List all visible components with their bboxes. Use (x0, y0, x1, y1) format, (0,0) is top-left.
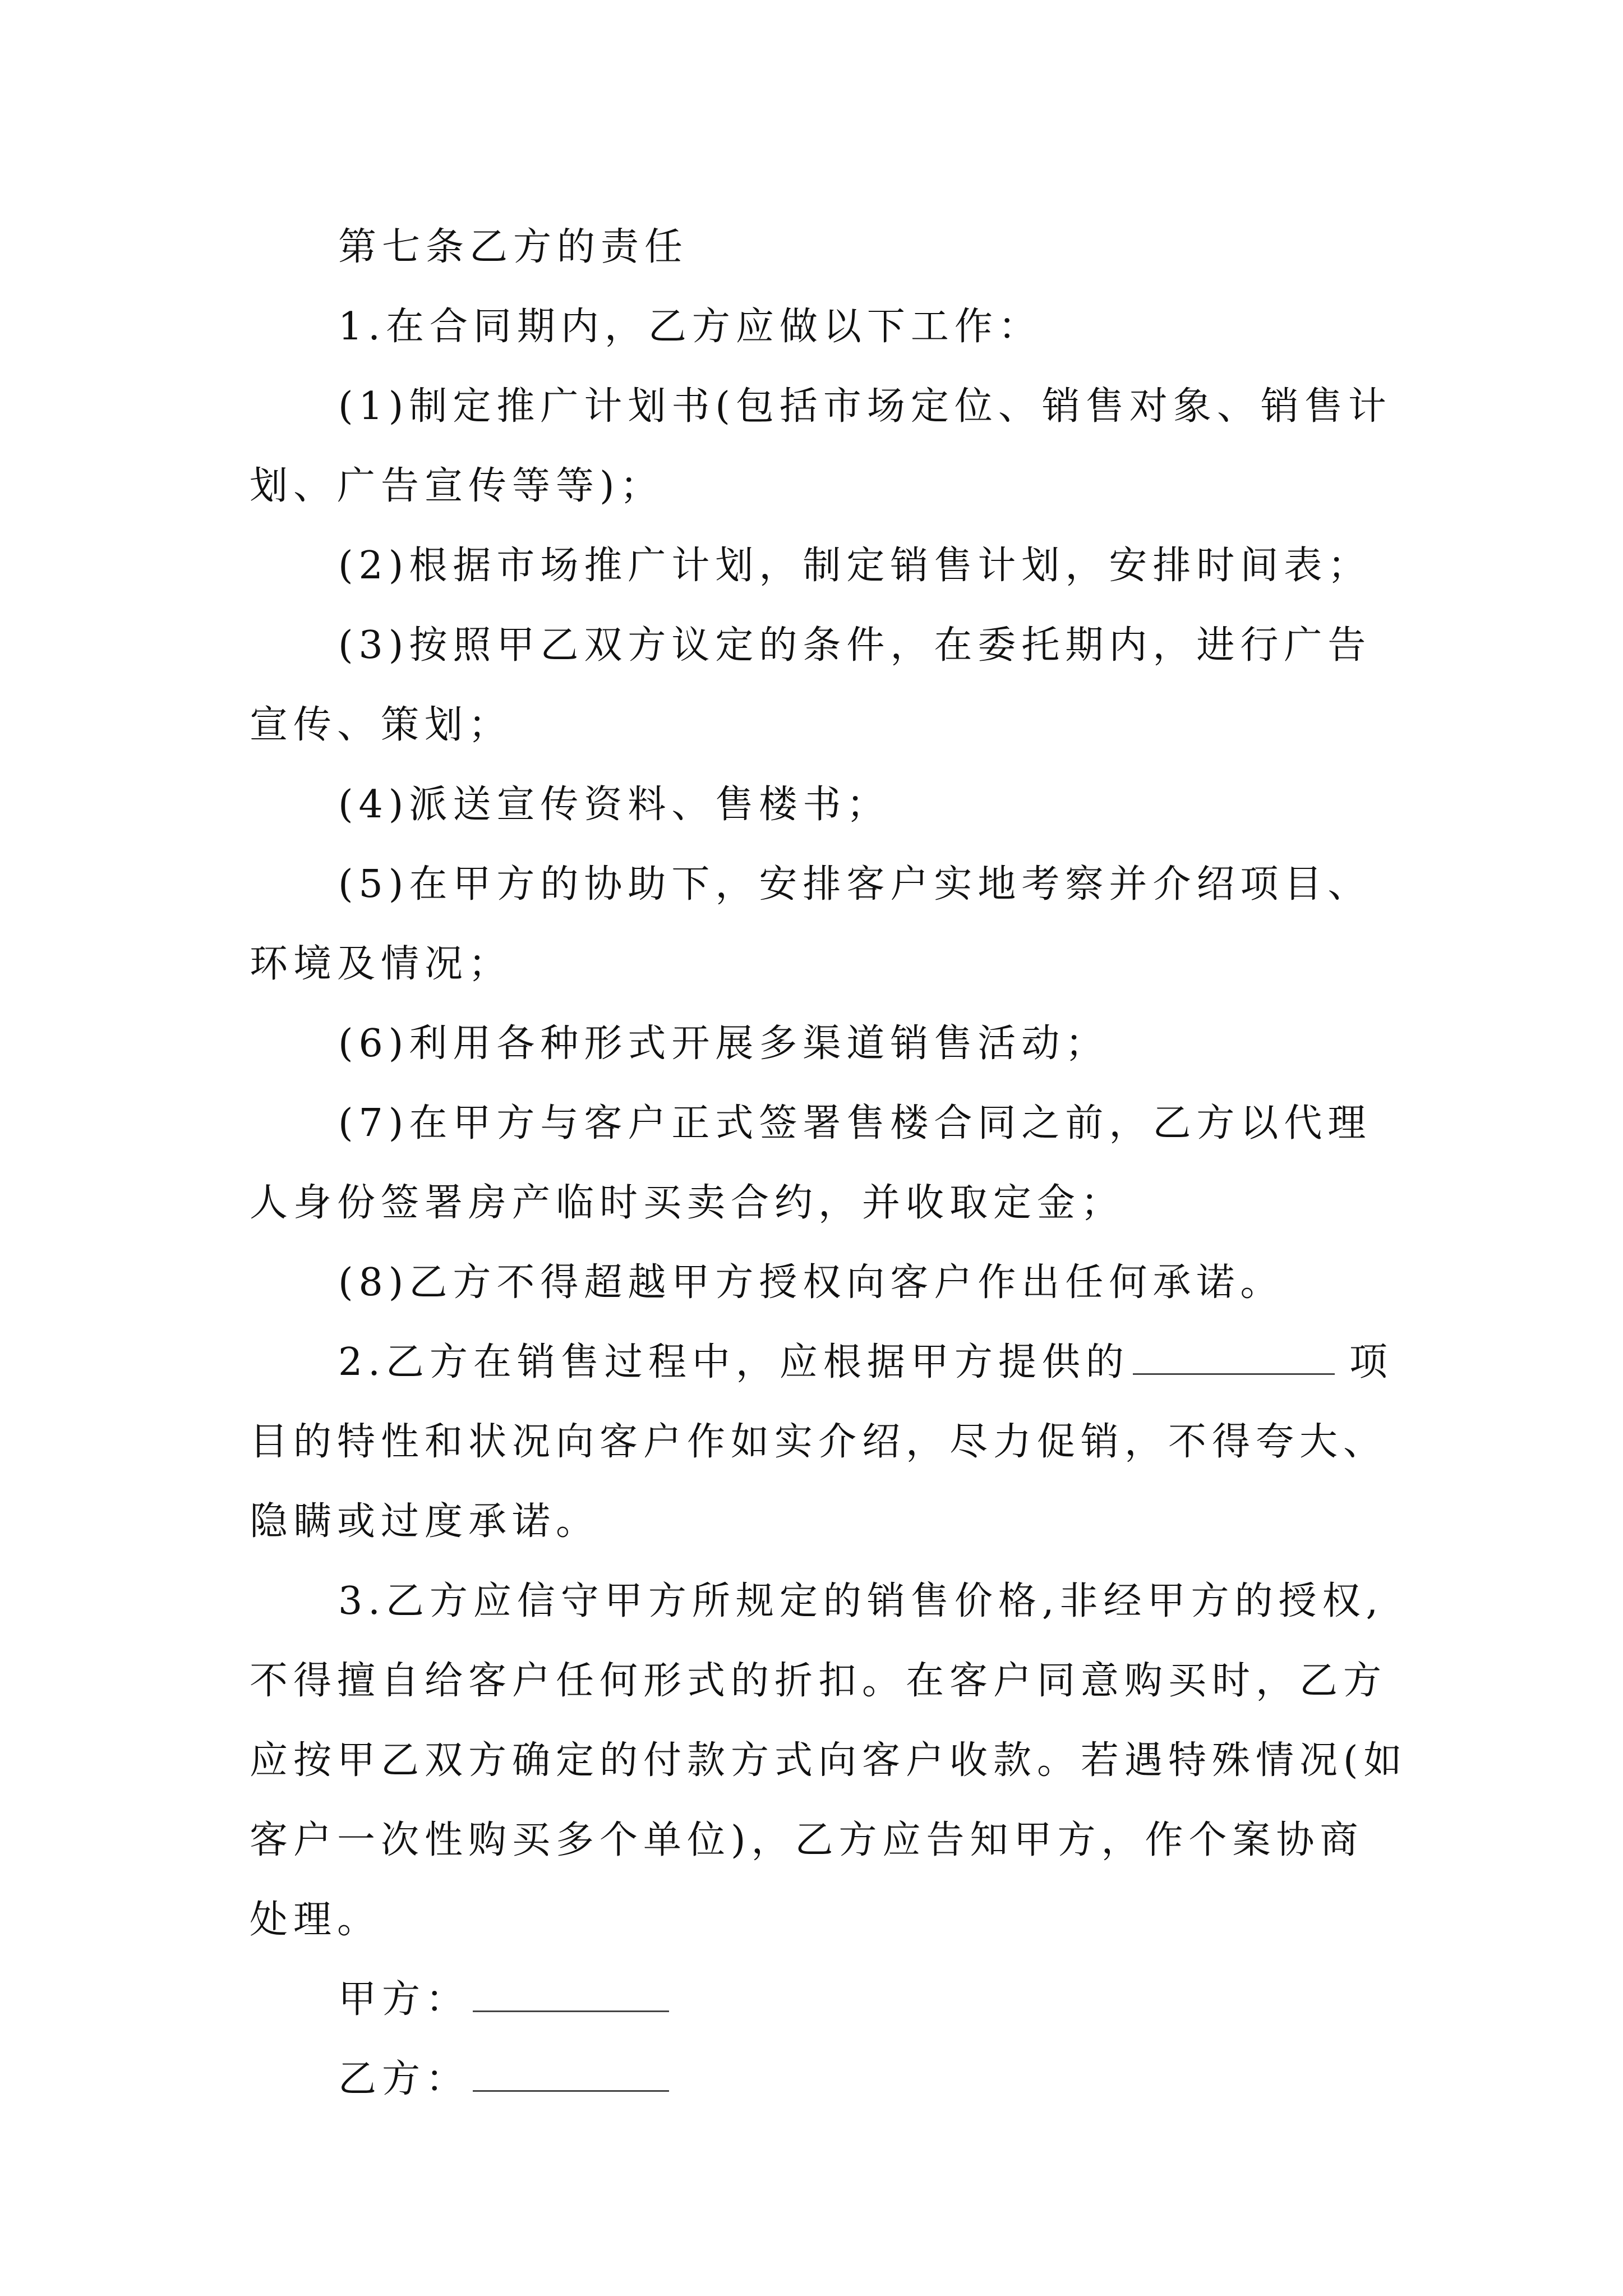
item-2-line-2: 目的特性和状况向客户作如实介绍，尽力促销，不得夸大、 (250, 1420, 1387, 1464)
party-b-blank (473, 2043, 669, 2092)
party-b-signature-line (250, 2040, 1405, 2119)
document-body (250, 208, 1408, 2119)
sub-item-3-line-2: 宣传、策划； (250, 703, 513, 747)
item-2-text-before-blank: 2.乙方在销售过程中，应根据甲方提供的 (338, 1340, 1129, 1384)
item-3-line-1: 3.乙方应信守甲方所规定的销售价格,非经甲方的授权, (338, 1579, 1384, 1623)
item-3-line-2: 不得擅自给客户任何形式的折扣。在客户同意购买时，乙方 (250, 1659, 1387, 1703)
party-a-signature-line (250, 1960, 1405, 2040)
project-name-blank (1133, 1326, 1335, 1375)
sub-item-8: (8)乙方不得超越甲方授权向客户作出任何承诺。 (338, 1260, 1284, 1305)
item-1-intro: 1.在合同期内，乙方应做以下工作： (338, 305, 1042, 349)
item-2-line-3: 隐瞒或过度承诺。 (250, 1499, 600, 1544)
sub-item-3-line-1: (3)按照甲乙双方议定的条件，在委托期内，进行广告 (338, 623, 1372, 668)
item-3-line-5: 处理。 (250, 1898, 381, 1942)
sub-item-4: (4)派送宣传资料、售楼书； (338, 783, 891, 827)
item-3-line-3: 应按甲乙双方确定的付款方式向客户收款。若遇特殊情况(如 (250, 1738, 1408, 1783)
party-a-label: 甲方： (338, 1977, 470, 2022)
sub-item-1-line-1: (1)制定推广计划书(包括市场定位、销售对象、销售计 (338, 384, 1392, 429)
item-3-line-4: 客户一次性购买多个单位)，乙方应告知甲方，作个案协商 (250, 1818, 1364, 1862)
sub-item-5-line-2: 环境及情况； (250, 942, 513, 986)
party-a-blank (473, 1963, 669, 2012)
sub-item-2: (2)根据市场推广计划，制定销售计划，安排时间表； (338, 544, 1372, 588)
sub-item-6: (6)利用各种形式开展多渠道销售活动； (338, 1022, 1109, 1066)
item-2-line-1 (250, 1323, 1405, 1402)
sub-item-7-line-1: (7)在甲方与客户正式签署售楼合同之前，乙方以代理 (338, 1101, 1372, 1145)
article-heading: 第七条乙方的责任 (338, 225, 689, 269)
item-2-text-after-blank: 项 (1349, 1340, 1393, 1384)
party-b-label: 乙方： (338, 2057, 470, 2101)
sub-item-7-line-2: 人身份签署房产临时买卖合约，并收取定金； (250, 1181, 1125, 1225)
sub-item-5-line-1: (5)在甲方的协助下，安排客户实地考察并介绍项目、 (338, 862, 1372, 907)
sub-item-1-line-2: 划、广告宣传等等)； (250, 464, 664, 508)
